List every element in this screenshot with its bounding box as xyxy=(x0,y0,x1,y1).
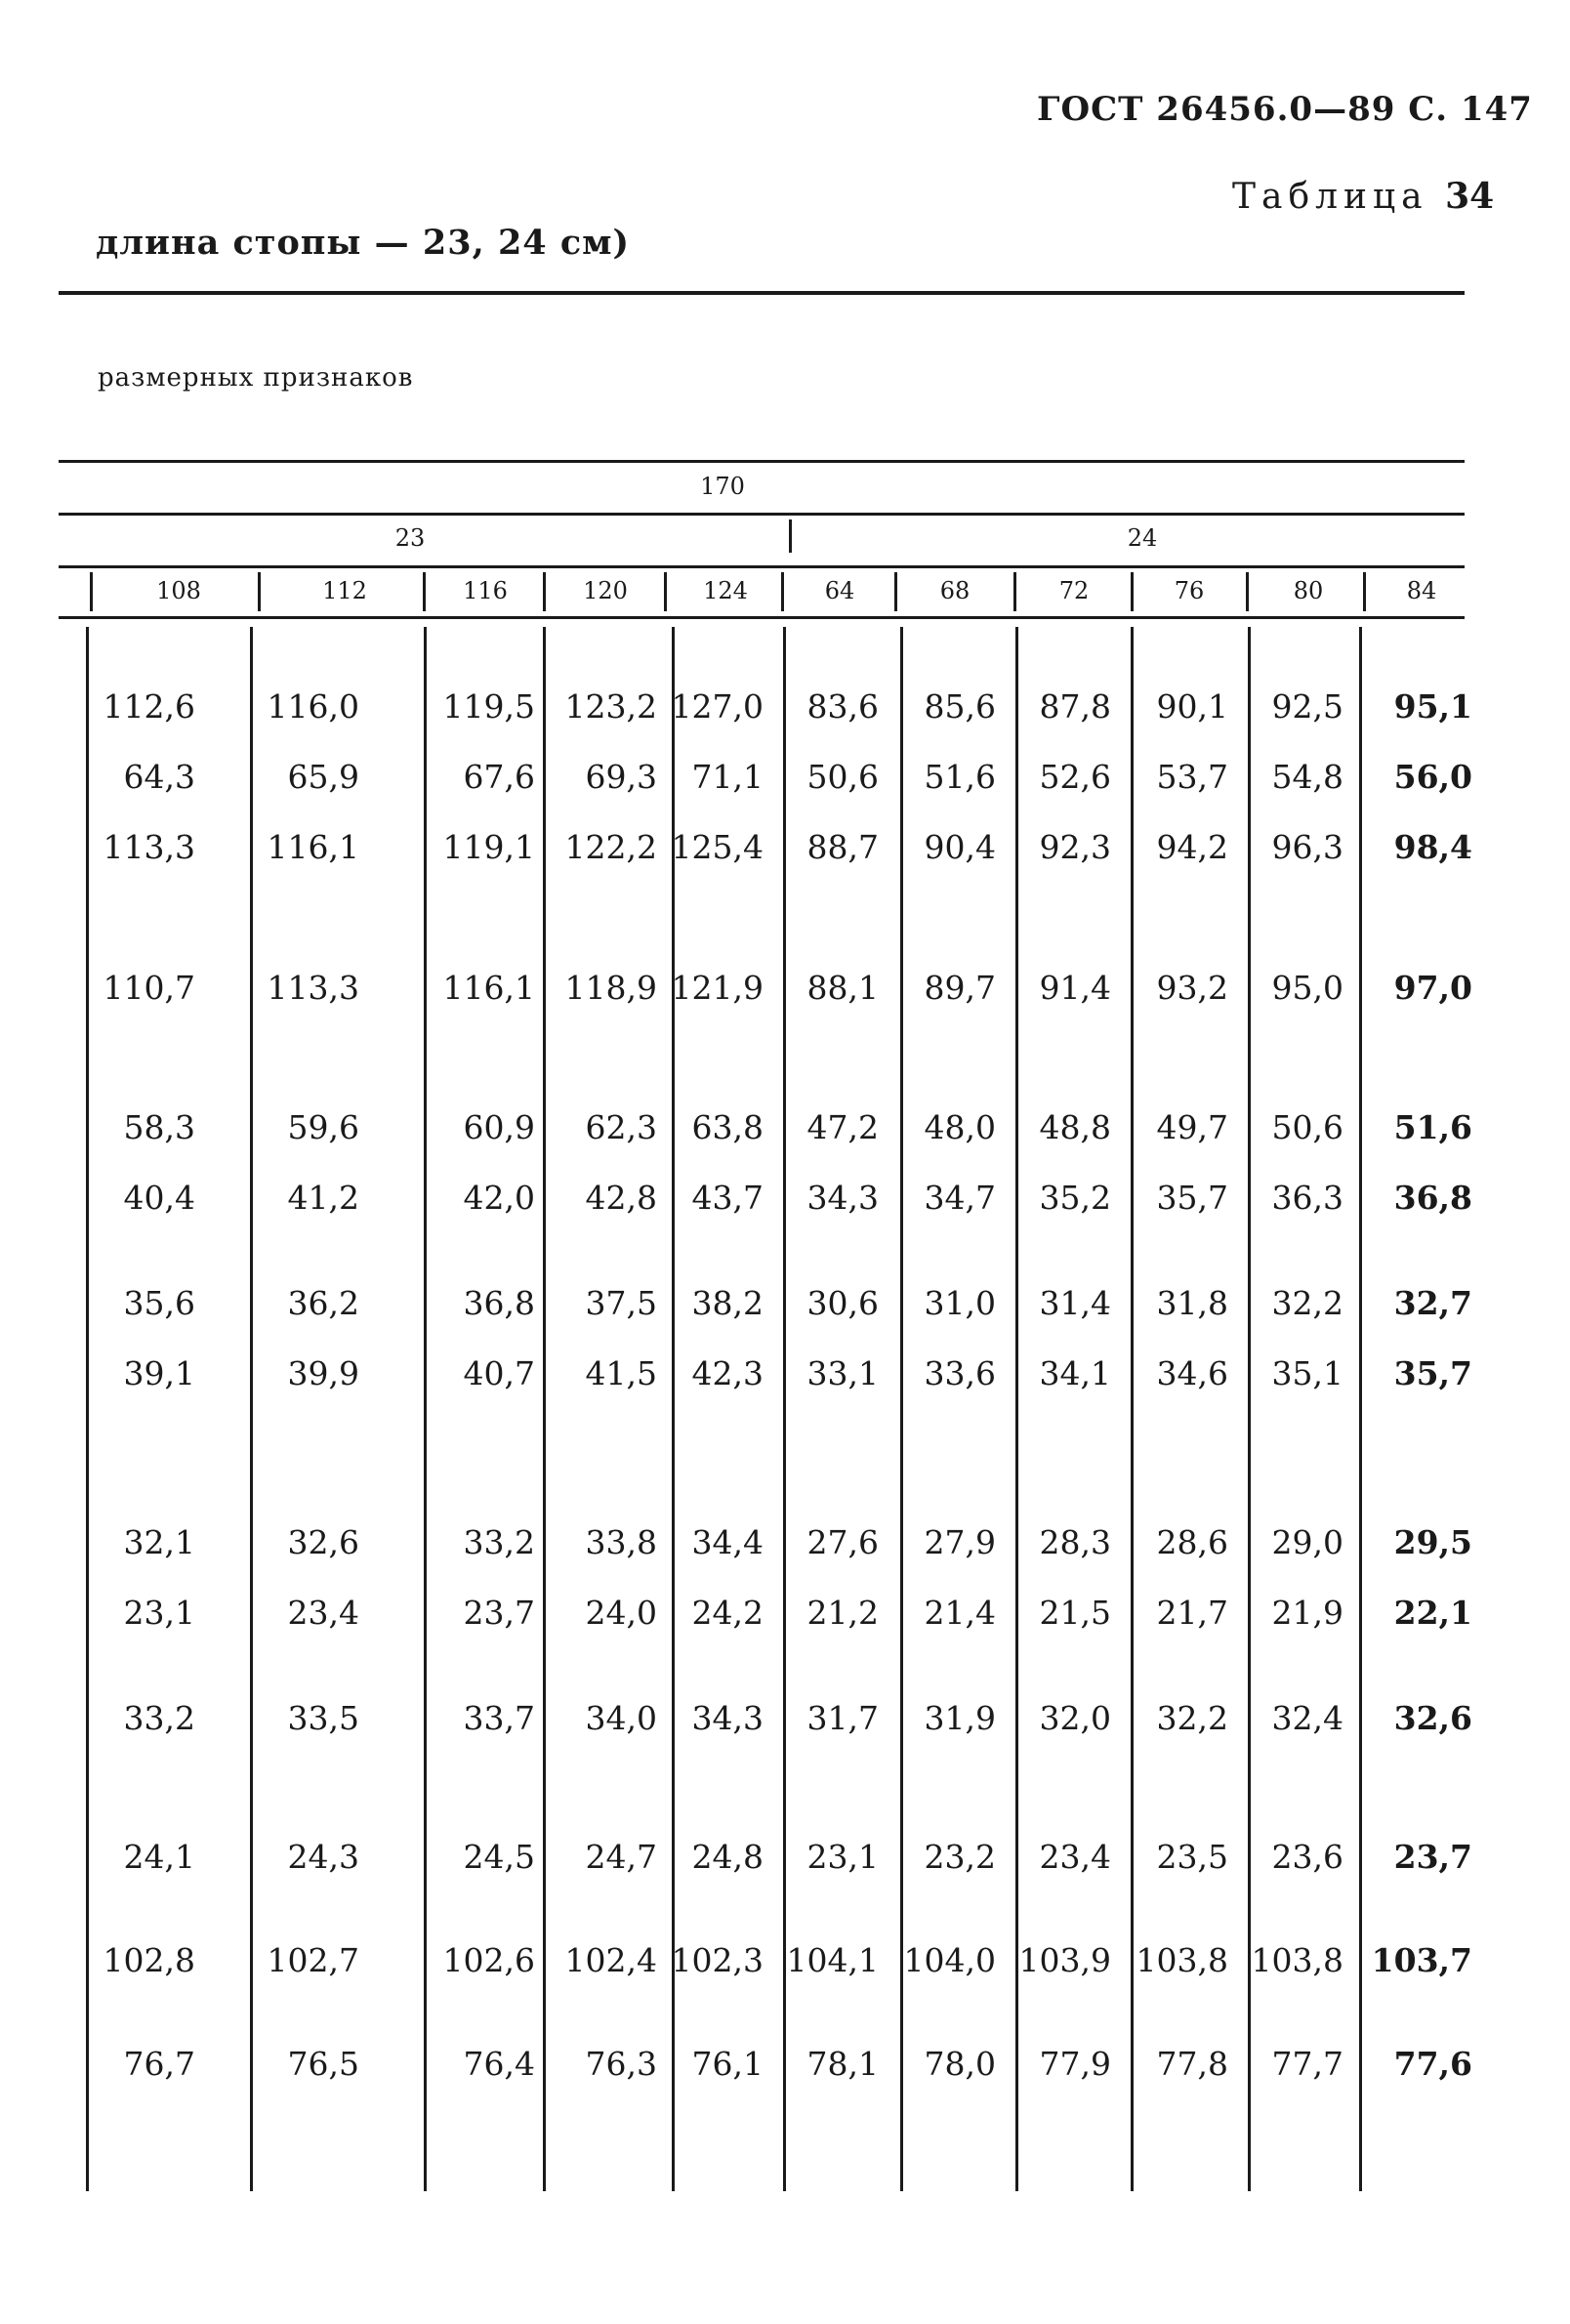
table-cell: 47,2 xyxy=(806,1108,879,1146)
table-cell: 92,5 xyxy=(1271,687,1343,726)
table-cell: 40,7 xyxy=(463,1354,535,1392)
table-cell: 32,2 xyxy=(1156,1699,1228,1737)
table-cell: 21,7 xyxy=(1156,1594,1228,1632)
table-cell: 32,7 xyxy=(1393,1284,1472,1322)
subgroup-divider xyxy=(789,519,792,553)
column-header-116: 116 xyxy=(463,577,508,604)
table-cell: 23,6 xyxy=(1271,1838,1343,1876)
table-cell: 36,2 xyxy=(287,1284,359,1322)
table-cell: 43,7 xyxy=(691,1179,764,1217)
table-cell: 110,7 xyxy=(103,969,195,1007)
table-cell: 31,7 xyxy=(806,1699,879,1737)
standard-reference: ГОСТ 26456.0—89 С. 147 xyxy=(1037,90,1533,129)
column-header-112: 112 xyxy=(322,577,367,604)
table-cell: 103,8 xyxy=(1251,1941,1343,1979)
table-cell: 83,6 xyxy=(806,687,879,726)
table-cell: 24,8 xyxy=(691,1838,764,1876)
table-cell: 102,4 xyxy=(564,1941,657,1979)
subgroup-header-24: 24 xyxy=(1127,524,1158,552)
table-cell: 76,1 xyxy=(691,2045,764,2083)
table-cell: 78,0 xyxy=(924,2045,996,2083)
table-cell: 123,2 xyxy=(564,687,657,726)
table-top-rule xyxy=(59,460,1465,463)
table-cell: 24,0 xyxy=(585,1594,657,1632)
table-cell: 103,8 xyxy=(1136,1941,1228,1979)
table-cell: 102,3 xyxy=(671,1941,764,1979)
table-cell: 103,7 xyxy=(1371,1941,1472,1979)
table-cell: 119,5 xyxy=(442,687,535,726)
table-cell: 42,0 xyxy=(463,1179,535,1217)
column-header-divider xyxy=(664,572,667,611)
table-cell: 21,9 xyxy=(1271,1594,1343,1632)
table-cell: 24,5 xyxy=(463,1838,535,1876)
table-cell: 24,7 xyxy=(585,1838,657,1876)
table-cell: 64,3 xyxy=(123,758,195,796)
table-cell: 34,6 xyxy=(1156,1354,1228,1392)
table-cell: 32,6 xyxy=(1393,1699,1472,1737)
table-cell: 113,3 xyxy=(103,828,195,866)
table-cell: 34,7 xyxy=(924,1179,996,1217)
measures-caption: размерных признаков xyxy=(98,363,414,393)
table-cell: 31,8 xyxy=(1156,1284,1228,1322)
table-cell: 39,9 xyxy=(287,1354,359,1392)
table-cell: 41,2 xyxy=(287,1179,359,1217)
column-header-80: 80 xyxy=(1293,577,1324,604)
subgroup-header-23: 23 xyxy=(394,524,426,552)
table-cell: 23,2 xyxy=(924,1838,996,1876)
table-cell: 33,1 xyxy=(806,1354,879,1392)
table-cell: 39,1 xyxy=(123,1354,195,1392)
table-number: 34 xyxy=(1445,176,1495,217)
table-cell: 36,8 xyxy=(1393,1179,1472,1217)
table-cell: 35,1 xyxy=(1271,1354,1343,1392)
table-cell: 32,1 xyxy=(123,1523,195,1561)
table-cell: 28,3 xyxy=(1039,1523,1111,1561)
table-cell: 31,4 xyxy=(1039,1284,1111,1322)
table-cell: 23,5 xyxy=(1156,1838,1228,1876)
table-cell: 33,6 xyxy=(924,1354,996,1392)
column-header-divider xyxy=(423,572,426,611)
table-cell: 33,2 xyxy=(123,1699,195,1737)
column-header-divider xyxy=(1013,572,1016,611)
table-cell: 59,6 xyxy=(287,1108,359,1146)
table-cell: 77,6 xyxy=(1393,2045,1472,2083)
table-cell: 116,0 xyxy=(267,687,359,726)
table-cell: 54,8 xyxy=(1271,758,1343,796)
table-cell: 77,7 xyxy=(1271,2045,1343,2083)
table-cell: 63,8 xyxy=(691,1108,764,1146)
table-cell: 29,5 xyxy=(1393,1523,1472,1561)
column-header-divider xyxy=(90,572,93,611)
table-cell: 71,1 xyxy=(691,758,764,796)
table-cell: 92,3 xyxy=(1039,828,1111,866)
column-header-108: 108 xyxy=(156,577,201,604)
table-cell: 33,2 xyxy=(463,1523,535,1561)
table-cell: 77,8 xyxy=(1156,2045,1228,2083)
table-cell: 31,0 xyxy=(924,1284,996,1322)
table-cell: 58,3 xyxy=(123,1108,195,1146)
title-rule xyxy=(59,291,1465,295)
table-cell: 77,9 xyxy=(1039,2045,1111,2083)
table-cell: 48,0 xyxy=(924,1108,996,1146)
table-cell: 24,1 xyxy=(123,1838,195,1876)
table-cell: 85,6 xyxy=(924,687,996,726)
table-cell: 23,4 xyxy=(1039,1838,1111,1876)
table-cell: 127,0 xyxy=(671,687,764,726)
table-cell: 28,6 xyxy=(1156,1523,1228,1561)
table-cell: 76,5 xyxy=(287,2045,359,2083)
column-header-divider xyxy=(258,572,261,611)
table-cell: 93,2 xyxy=(1156,969,1228,1007)
table-cell: 27,9 xyxy=(924,1523,996,1561)
table-cell: 51,6 xyxy=(1393,1108,1472,1146)
column-header-120: 120 xyxy=(583,577,628,604)
table-cell: 104,1 xyxy=(786,1941,879,1979)
table-cell: 34,3 xyxy=(806,1179,879,1217)
column-header-divider xyxy=(894,572,897,611)
table-cell: 118,9 xyxy=(564,969,657,1007)
table-cell: 49,7 xyxy=(1156,1108,1228,1146)
table-cell: 76,4 xyxy=(463,2045,535,2083)
table-cell: 42,3 xyxy=(691,1354,764,1392)
column-header-rule xyxy=(59,616,1465,619)
table-cell: 23,1 xyxy=(806,1838,879,1876)
table-cell: 90,1 xyxy=(1156,687,1228,726)
table-cell: 67,6 xyxy=(463,758,535,796)
table-cell: 94,2 xyxy=(1156,828,1228,866)
column-header-divider xyxy=(1363,572,1366,611)
table-cell: 21,5 xyxy=(1039,1594,1111,1632)
table-cell: 32,2 xyxy=(1271,1284,1343,1322)
table-cell: 62,3 xyxy=(585,1108,657,1146)
group-rule xyxy=(59,513,1465,516)
table-cell: 42,8 xyxy=(585,1179,657,1217)
table-label xyxy=(1232,176,1494,217)
table-cell: 50,6 xyxy=(1271,1108,1343,1146)
table-cell: 95,1 xyxy=(1393,687,1472,726)
table-cell: 69,3 xyxy=(585,758,657,796)
table-cell: 21,2 xyxy=(806,1594,879,1632)
table-cell: 103,9 xyxy=(1018,1941,1111,1979)
table-cell: 51,6 xyxy=(924,758,996,796)
table-cell: 29,0 xyxy=(1271,1523,1343,1561)
subgroup-rule xyxy=(59,565,1465,568)
table-cell: 34,0 xyxy=(585,1699,657,1737)
table-cell: 23,7 xyxy=(1393,1838,1472,1876)
table-cell: 33,8 xyxy=(585,1523,657,1561)
table-cell: 95,0 xyxy=(1271,969,1343,1007)
table-cell: 35,2 xyxy=(1039,1179,1111,1217)
table-cell: 34,3 xyxy=(691,1699,764,1737)
table-cell: 52,6 xyxy=(1039,758,1111,796)
table-cell: 76,3 xyxy=(585,2045,657,2083)
column-header-76: 76 xyxy=(1174,577,1205,604)
column-header-84: 84 xyxy=(1406,577,1437,604)
table-cell: 125,4 xyxy=(671,828,764,866)
table-cell: 90,4 xyxy=(924,828,996,866)
table-cell: 102,6 xyxy=(442,1941,535,1979)
table-cell: 41,5 xyxy=(585,1354,657,1392)
table-cell: 98,4 xyxy=(1393,828,1472,866)
table-cell: 34,4 xyxy=(691,1523,764,1561)
table-cell: 33,7 xyxy=(463,1699,535,1737)
table-cell: 48,8 xyxy=(1039,1108,1111,1146)
table-cell: 78,1 xyxy=(806,2045,879,2083)
table-cell: 30,6 xyxy=(806,1284,879,1322)
table-cell: 23,1 xyxy=(123,1594,195,1632)
table-cell: 37,5 xyxy=(585,1284,657,1322)
column-header-divider xyxy=(1246,572,1249,611)
table-cell: 40,4 xyxy=(123,1179,195,1217)
table-cell: 116,1 xyxy=(442,969,535,1007)
table-cell: 76,7 xyxy=(123,2045,195,2083)
table-cell: 91,4 xyxy=(1039,969,1111,1007)
table-cell: 88,1 xyxy=(806,969,879,1007)
table-cell: 35,7 xyxy=(1156,1179,1228,1217)
column-header-divider xyxy=(1131,572,1134,611)
column-header-124: 124 xyxy=(703,577,748,604)
table-cell: 122,2 xyxy=(564,828,657,866)
table-cell: 102,8 xyxy=(103,1941,195,1979)
table-cell: 35,7 xyxy=(1393,1354,1472,1392)
table-cell: 102,7 xyxy=(267,1941,359,1979)
table-cell: 112,6 xyxy=(103,687,195,726)
table-cell: 53,7 xyxy=(1156,758,1228,796)
column-header-68: 68 xyxy=(939,577,971,604)
column-header-72: 72 xyxy=(1058,577,1090,604)
table-cell: 32,6 xyxy=(287,1523,359,1561)
table-cell: 89,7 xyxy=(924,969,996,1007)
table-label-text: Таблица xyxy=(1232,177,1428,217)
column-header-divider xyxy=(781,572,784,611)
table-cell: 32,0 xyxy=(1039,1699,1111,1737)
table-cell: 36,3 xyxy=(1271,1179,1343,1217)
table-cell: 113,3 xyxy=(267,969,359,1007)
table-cell: 116,1 xyxy=(267,828,359,866)
table-cell: 88,7 xyxy=(806,828,879,866)
table-cell: 36,8 xyxy=(463,1284,535,1322)
table-cell: 21,4 xyxy=(924,1594,996,1632)
table-cell: 38,2 xyxy=(691,1284,764,1322)
table-cell: 31,9 xyxy=(924,1699,996,1737)
table-cell: 121,9 xyxy=(671,969,764,1007)
table-cell: 23,4 xyxy=(287,1594,359,1632)
table-cell: 50,6 xyxy=(806,758,879,796)
table-cell: 33,5 xyxy=(287,1699,359,1737)
table-cell: 24,2 xyxy=(691,1594,764,1632)
table-cell: 97,0 xyxy=(1393,969,1472,1007)
table-subtitle: длина стопы — 23, 24 см) xyxy=(96,223,631,263)
table-cell: 65,9 xyxy=(287,758,359,796)
table-cell: 24,3 xyxy=(287,1838,359,1876)
table-cell: 27,6 xyxy=(806,1523,879,1561)
table-cell: 104,0 xyxy=(903,1941,996,1979)
table-cell: 96,3 xyxy=(1271,828,1343,866)
column-header-divider xyxy=(543,572,546,611)
table-cell: 35,6 xyxy=(123,1284,195,1322)
table-cell: 60,9 xyxy=(463,1108,535,1146)
table-cell: 23,7 xyxy=(463,1594,535,1632)
column-header-64: 64 xyxy=(824,577,855,604)
table-cell: 56,0 xyxy=(1393,758,1472,796)
table-cell: 32,4 xyxy=(1271,1699,1343,1737)
group-header-170: 170 xyxy=(700,473,745,500)
table-cell: 22,1 xyxy=(1393,1594,1472,1632)
table-cell: 119,1 xyxy=(442,828,535,866)
table-cell: 34,1 xyxy=(1039,1354,1111,1392)
table-cell: 87,8 xyxy=(1039,687,1111,726)
